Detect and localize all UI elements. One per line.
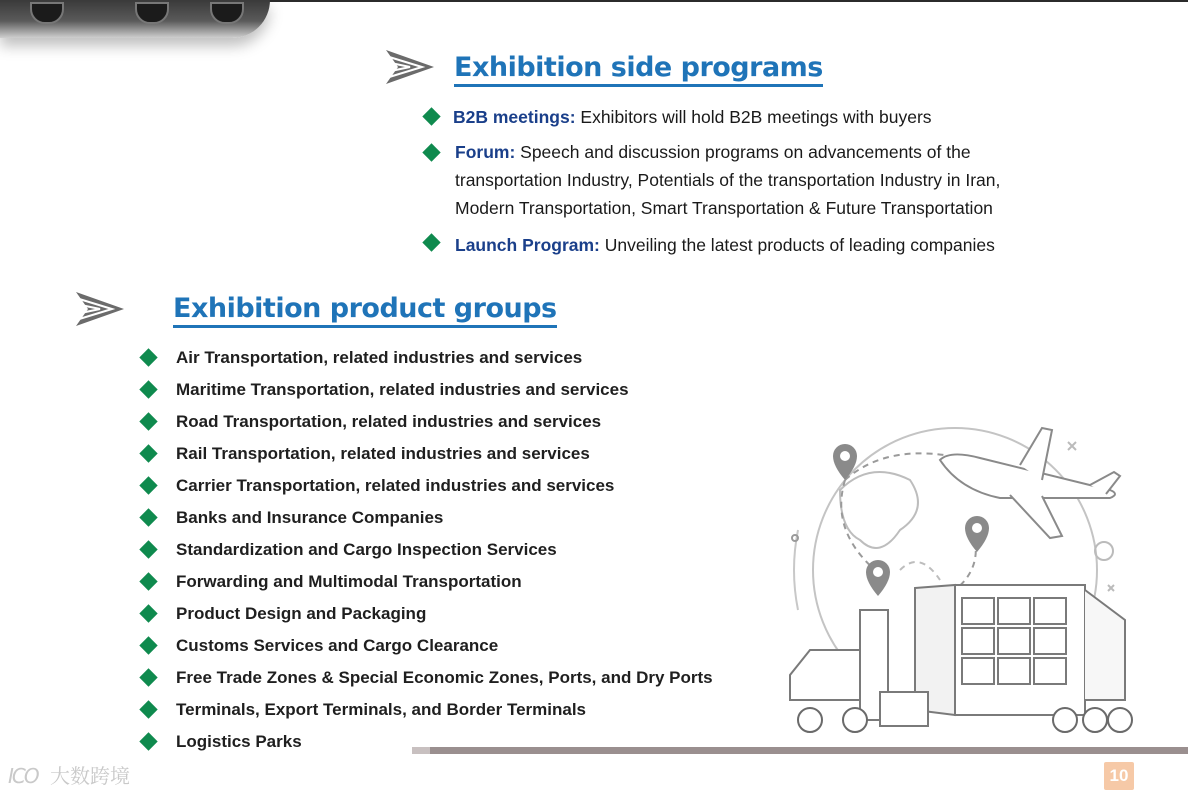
- diamond-bullet-icon: [139, 700, 157, 718]
- side-program-launch: [455, 231, 1055, 259]
- watermark-text: 大数跨境: [49, 764, 130, 788]
- watermark-logo: ICO: [8, 764, 38, 788]
- diamond-bullet-icon: [139, 732, 157, 750]
- side-programs-title: Exhibition side programs: [454, 52, 823, 87]
- product-group-item: Air Transportation, related industries and services: [176, 348, 583, 367]
- watermark: [8, 760, 130, 789]
- chevron-arrow-icon: [384, 46, 436, 88]
- product-group-item: Terminals, Export Terminals, and Border Terminals: [176, 700, 587, 719]
- product-group-item: Logistics Parks: [176, 732, 302, 751]
- diamond-bullet-icon: [139, 476, 157, 494]
- truck-wheel: [30, 2, 64, 24]
- product-group-item: Product Design and Packaging: [176, 604, 427, 623]
- product-group-item: Free Trade Zones & Special Economic Zones, Ports, and Dry Ports: [176, 668, 713, 687]
- product-group-item: Forwarding and Multimodal Transportation: [176, 572, 522, 591]
- side-program-forum: [455, 138, 1055, 222]
- side-program-text: Exhibitors will hold B2B meetings with buyers: [580, 107, 932, 127]
- diamond-bullet-icon: [139, 668, 157, 686]
- side-program-label: Forum:: [455, 142, 516, 162]
- truck-wheel: [210, 2, 244, 24]
- product-group-item: Customs Services and Cargo Clearance: [176, 636, 499, 655]
- diamond-bullet-icon: [139, 348, 157, 366]
- side-program-label: B2B meetings:: [453, 107, 576, 127]
- diamond-bullet-icon: [139, 444, 157, 462]
- side-program-b2b: [453, 103, 1053, 131]
- diamond-bullet-icon: [139, 508, 157, 526]
- page-number-badge: 10: [1104, 762, 1134, 790]
- diamond-bullet-icon: [139, 412, 157, 430]
- side-program-text: Unveiling the latest products of leading companies: [604, 235, 995, 255]
- side-program-text: Speech and discussion programs on advancements of the transportation Industry, Potentials of the transportation Industry in Iran, Modern Transportation, Smart Transportation & Future Transportation: [455, 142, 1001, 218]
- diamond-bullet-icon: [139, 572, 157, 590]
- diamond-bullet-icon: [422, 107, 440, 125]
- chevron-arrow-icon: [74, 288, 126, 330]
- product-group-item: Maritime Transportation, related industries and services: [176, 380, 629, 399]
- diamond-bullet-icon: [139, 604, 157, 622]
- product-group-item: Road Transportation, related industries and services: [176, 412, 602, 431]
- truck-photo: [0, 0, 270, 38]
- product-groups-title: Exhibition product groups: [173, 293, 557, 328]
- bottom-rule: [412, 747, 1188, 754]
- truck-wheel: [135, 2, 169, 24]
- logistics-illustration: [780, 420, 1150, 745]
- product-group-item: Rail Transportation, related industries and services: [176, 444, 590, 463]
- product-group-item: Carrier Transportation, related industries and services: [176, 476, 615, 495]
- diamond-bullet-icon: [139, 380, 157, 398]
- diamond-bullet-icon: [422, 233, 440, 251]
- product-group-item: Banks and Insurance Companies: [176, 508, 444, 527]
- diamond-bullet-icon: [422, 143, 440, 161]
- diamond-bullet-icon: [139, 540, 157, 558]
- product-group-item: Standardization and Cargo Inspection Services: [176, 540, 557, 559]
- side-program-label: Launch Program:: [455, 235, 600, 255]
- diamond-bullet-icon: [139, 636, 157, 654]
